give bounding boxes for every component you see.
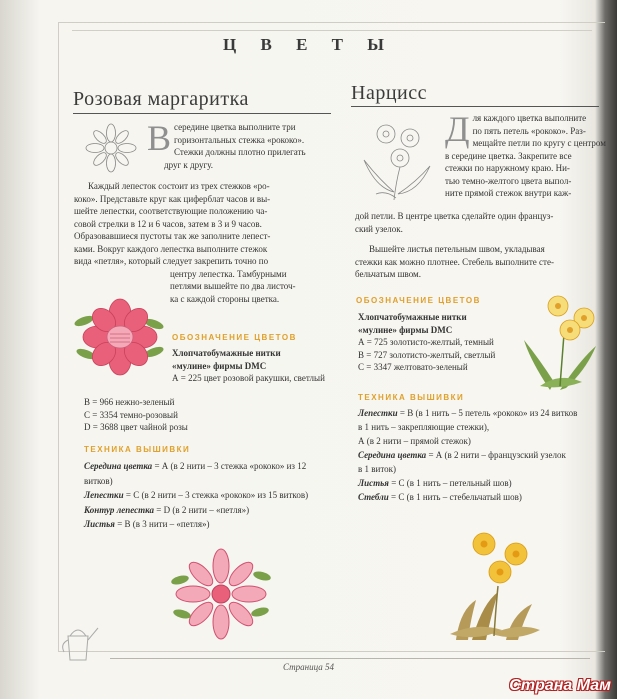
left-color-line: D = 3688 цвет чайной розы	[84, 422, 188, 432]
left-body-line: коко». Представьте круг как циферблат часов и вы-	[74, 193, 271, 204]
pink-daisy-finished-icon	[170, 548, 272, 640]
left-heading-rule	[73, 113, 331, 114]
right-intro	[445, 109, 606, 200]
left-body	[74, 180, 336, 305]
right-intro-line: мещайте петли по кругу с центром	[472, 138, 606, 148]
right-intro-line: ля каждого цветка выполните	[472, 113, 587, 123]
technique-text: в 1 виток)	[358, 464, 396, 474]
watermark: Страна Мам	[509, 677, 611, 694]
technique-text: витков)	[84, 475, 113, 486]
right-intro-tail	[355, 210, 603, 235]
technique-text: в 1 нить – закрепляющие стежки),	[358, 422, 490, 432]
bottom-rule	[110, 658, 590, 659]
technique-text: = А (в 2 нити – французский узелок	[426, 450, 566, 460]
left-intro	[147, 118, 337, 171]
right-body-line: Вышейте листья петельным швом, укладывая	[369, 244, 545, 254]
left-thread-block	[172, 347, 362, 385]
left-body-line: ками. Вокруг каждого лепестка выполните стежок	[74, 243, 268, 254]
left-intro-line: середине цветка выполните три	[174, 122, 296, 132]
technique-term: Лепестки	[84, 490, 124, 500]
page-title: Ц В Е Т Ы	[223, 35, 394, 54]
right-legend-title: ОБОЗНАЧЕНИЕ ЦВЕТОВ	[356, 296, 481, 305]
technique-term: Контур лепестка	[84, 504, 154, 515]
technique-text: = D (в 2 нити – «петля»)	[154, 504, 250, 515]
pink-daisy-embroidery-icon	[74, 296, 166, 378]
left-color-line: С = 3354 темно-розовый	[84, 409, 178, 420]
right-body-line: бельчатым швом.	[355, 269, 421, 279]
right-intro-line: дой петли. В центре цветка сделайте один француз-	[355, 211, 554, 221]
left-legend-title: ОБОЗНАЧЕНИЕ ЦВЕТОВ	[172, 333, 297, 342]
technique-term: Листья	[358, 478, 389, 488]
narcissus-outline-icon	[356, 120, 442, 204]
technique-text: = В (в 3 нити – «петля»)	[114, 519, 210, 529]
technique-text: = А (в 2 нити – 3 стежка «рококо» из 12	[152, 461, 307, 471]
left-technique-title: ТЕХНИКА ВЫШИВКИ	[84, 445, 191, 454]
left-intro-line: Стежки должны плотно прилегать	[174, 147, 306, 157]
right-body-line: стежки как можно плотнее. Стебель выполните сте-	[355, 256, 554, 267]
right-heading-rule	[351, 106, 599, 107]
technique-text: = С (в 2 нити – 3 стежка «рококо» из 15 витков)	[123, 490, 309, 500]
technique-term: Листья	[84, 519, 115, 529]
right-heading: Нарцисс	[351, 82, 427, 104]
left-body-line: ка с каждой стороны цветка.	[170, 293, 280, 304]
right-body	[355, 243, 603, 281]
narcissus-embroidery-icon	[520, 290, 604, 390]
technique-text: А (в 2 нити – прямой стежок)	[358, 436, 471, 446]
technique-term: Стебли	[358, 492, 389, 502]
right-thread-line: Хлопчатобумажные нитки	[358, 312, 467, 322]
right-intro-line: ский узелок.	[355, 223, 403, 234]
right-technique	[358, 406, 608, 504]
left-intro-line: горизонтальных стежка «рококо».	[174, 134, 305, 145]
left-thread-line: «мулине» фирмы DMC	[172, 360, 267, 371]
left-body-line: центру лепестка. Тамбурными	[170, 268, 287, 279]
right-technique-title: ТЕХНИКА ВЫШИВКИ	[358, 393, 465, 402]
technique-text: = С (в 1 нить – петельный шов)	[388, 478, 512, 488]
right-intro-line: тью темно-желтого цвета выпол-	[445, 175, 572, 186]
technique-term: Лепестки	[358, 408, 398, 418]
watering-can-icon	[58, 618, 100, 664]
technique-text: = В (в 1 нить – 5 петель «рококо» из 24 витков	[397, 408, 578, 418]
right-color-line: А = 725 золотисто-желтый, темный	[358, 337, 494, 347]
top-rule	[72, 30, 592, 31]
right-intro-line: стежки по наружному краю. Ни-	[445, 163, 570, 173]
left-body-line: шейте лепестки, соответствующие положению ча-	[74, 206, 268, 216]
left-heading: Розовая маргаритка	[73, 88, 249, 110]
daisy-outline-icon	[80, 122, 142, 174]
left-body-line: петлями вышейте по два листоч-	[170, 281, 296, 291]
right-thread-block	[358, 311, 538, 374]
technique-text: = С (в 1 нить – стебельчатый шов)	[388, 492, 522, 502]
left-thread-line: Хлопчатобумажные нитки	[172, 348, 281, 358]
left-color-line: А = 225 цвет розовой ракушки, светлый	[172, 373, 325, 383]
page-number: Страница 54	[283, 662, 334, 672]
left-technique	[84, 459, 344, 532]
right-intro-line: ните прямой стежок внутри каж-	[445, 188, 572, 198]
right-color-line: В = 727 золотисто-желтый, светлый	[358, 349, 496, 360]
left-body-line: Образовавшиеся пустоты так же заполните лепест-	[74, 231, 271, 241]
left-body-line: Каждый лепесток состоит из трех стежков «ро-	[88, 181, 270, 191]
left-colors	[84, 396, 284, 434]
right-color-line: С = 3347 желтовато-зеленый	[358, 362, 468, 372]
left-body-line: вида «петля», который следует закрепить точно по	[74, 256, 269, 266]
technique-term: Середина цветка	[358, 450, 427, 460]
right-intro-line: в середине цветка. Закрепите все	[445, 150, 572, 161]
right-intro-line: по пять петель «рококо». Раз-	[472, 125, 586, 136]
left-color-line: В = 966 нежно-зеленый	[84, 397, 175, 407]
technique-term: Середина цветка	[84, 461, 153, 471]
right-thread-line: «мулине» фирмы DMC	[358, 324, 453, 335]
left-body-line: совой стрелки в 12 и 6 часов, затем в 3 и 9 часов.	[74, 218, 262, 229]
narcissus-finished-icon	[446, 530, 542, 642]
left-intro-line: друг к другу.	[164, 159, 214, 170]
left-dropcap: В	[147, 118, 172, 158]
right-dropcap: Д	[445, 109, 470, 149]
